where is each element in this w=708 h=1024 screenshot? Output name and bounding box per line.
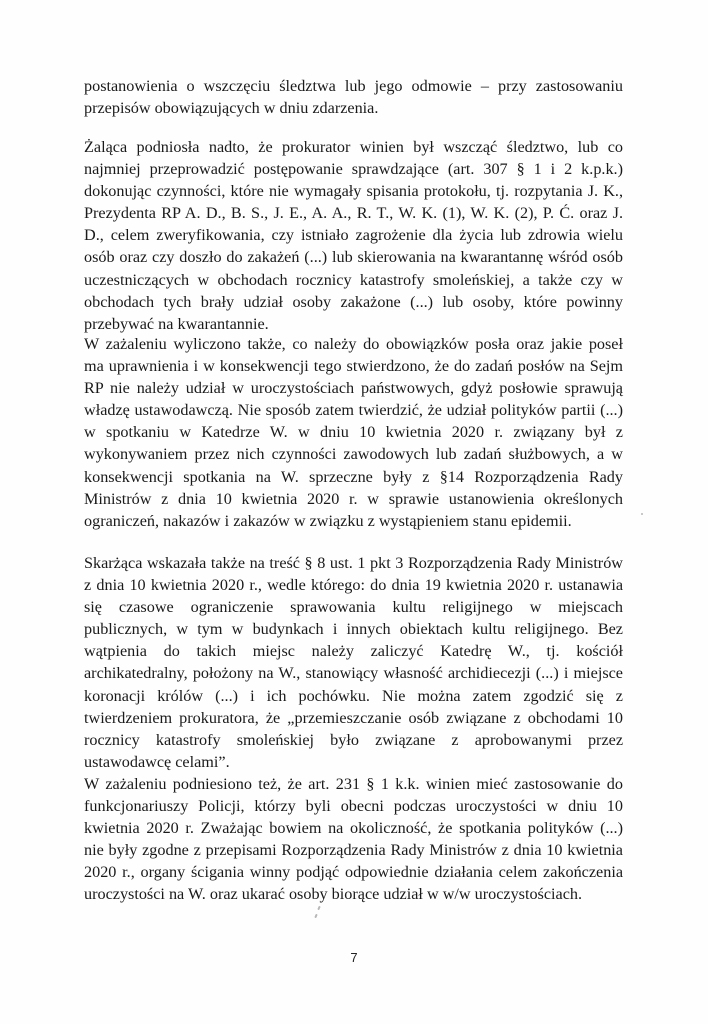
text-line: obchodach tych brały udział osoby zakażone (...) lub osoby, które powinny [84, 292, 623, 311]
text-line: Żaląca podniosła nadto, że prokurator winien był wszcząć śledztwo, lub co [84, 138, 623, 156]
paragraph-police-officers [84, 773, 623, 906]
text-line: ograniczeń, nakazów i zakazów w związku z wystąpieniem stanu epidemii. [84, 511, 572, 530]
text-line: przepisów obowiązujących w dniu zdarzenia. [84, 99, 379, 118]
text-line: archikatedralny, położony na W., stanowiący własność archidiecezji (...) i miejsce [84, 664, 623, 683]
text-line: wykonywaniem przez nich czynności zawodowych lub zadań służbowych, a w [84, 445, 623, 464]
scan-artifact [317, 906, 321, 910]
text-line: dokonując czynności, które nie wymagały spisania protokołu, tj. rozpytania J. K., [84, 182, 623, 201]
text-line: przebywać na kwarantannie. [84, 314, 269, 333]
scan-artifact [641, 513, 643, 515]
text-line: D., celem zweryfikowania, czy istniało zagrożenie dla życia lub zdrowia wielu [84, 226, 623, 245]
text-line: się czasowe ograniczenie sprawowania kultu religijnego w miejscach [84, 598, 623, 617]
text-line: władzę ustawodawczą. Nie sposób zatem twierdzić, że udział polityków partii (...) [84, 401, 623, 420]
text-line: funkcjonariuszy Policji, którzy byli obecni podczas uroczystości w dniu 10 [84, 797, 623, 816]
text-line: ustawodawcę celami”. [84, 752, 230, 771]
text-line: publicznych, w tym w budynkach i innych obiektach kultu religijnego. Bez [84, 620, 623, 639]
text-line: postanowienia o wszczęciu śledztwa lub jego odmowie – przy zastosowaniu [84, 77, 623, 95]
paragraph-continuation [84, 75, 623, 119]
text-line: Skarżąca wskazała także na treść § 8 ust. 1 pkt 3 Rozporządzenia Rady Ministrów [84, 554, 623, 572]
text-line: rocznicy katastrofy smoleńskiej było związane z aprobowanymi przez [84, 730, 623, 749]
paragraph-mp-duties [84, 333, 623, 532]
text-line: ma uprawnienia i w konsekwencji tego stwierdzono, że do zadań posłów na Sejm [84, 357, 623, 376]
text-line: kwietnia 2020 r. Zważając bowiem na okoliczność, że spotkania polityków (...) [84, 819, 623, 838]
text-line: W zażaleniu podniesiono też, że art. 231 § 1 k.k. winien mieć zastosowanie do [84, 775, 623, 793]
scan-artifact [314, 914, 318, 918]
text-line: uroczystości na W. oraz ukarać osoby biorące udział w w/w uroczystościach. [84, 885, 583, 904]
page-number: 7 [350, 950, 358, 965]
text-line: nie były zgodne z przepisami Rozporządzenia Rady Ministrów z dnia 10 kwietnia [84, 841, 623, 860]
paragraph-prosecutor-obligation [84, 136, 623, 335]
text-line: najmniej przeprowadzić postępowanie sprawdzające (art. 307 § 1 i 2 k.p.k.) [84, 160, 623, 179]
text-line: Ministrów z dnia 10 kwietnia 2020 r. w sprawie ustanowienia określonych [84, 489, 623, 508]
text-line: 2020 r., organy ścigania winny podjąć odpowiednie działania celem zakończenia [84, 863, 623, 882]
text-line: osób oraz czy doszło do zakażeń (...) lub skierowania na kwarantannę wśród osób [84, 248, 623, 267]
text-line: w spotkaniu w Katedrze W. w dniu 10 kwietnia 2020 r. związany był z [84, 423, 623, 442]
text-line: W zażaleniu wyliczono także, co należy do obowiązków posła oraz jakie poseł [84, 335, 623, 353]
text-line: RP nie należy udział w uroczystościach państwowych, gdyż posłowie sprawują [84, 379, 623, 398]
text-line: Prezydenta RP A. D., B. S., J. E., A. A., R. T., W. K. (1), W. K. (2), P. Ć. oraz J. [84, 204, 623, 223]
text-line: uczestniczących w obchodach rocznicy katastrofy smoleńskiej, a także czy w [84, 270, 623, 289]
text-line: z dnia 10 kwietnia 2020 r., wedle którego: do dnia 19 kwietnia 2020 r. ustanawia [84, 576, 623, 595]
text-line: konsekwencji spotkania na W. sprzeczne były z §14 Rozporządzenia Rady [84, 467, 623, 486]
text-line: koronacji królów (...) i ich pochówku. Nie można zatem zgodzić się z [84, 686, 623, 705]
paragraph-religious-worship-restriction [84, 552, 623, 773]
text-line: wątpienia do takich miejsc należy zaliczyć Katedrę W., tj. kościół [84, 642, 623, 661]
text-line: twierdzeniem prokuratora, że „przemieszczanie osób związane z obchodami 10 [84, 708, 623, 727]
